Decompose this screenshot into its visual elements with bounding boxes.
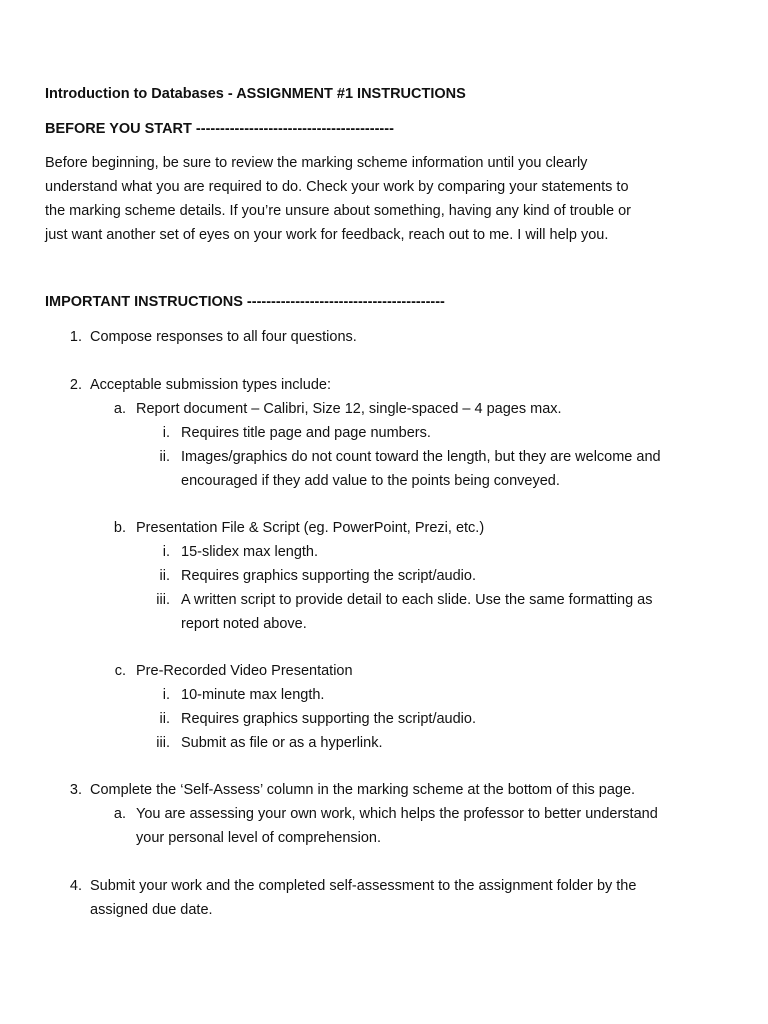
list-item: Report document – Calibri, Size 12, single-spaced – 4 pages max. — [136, 401, 562, 417]
list-item: A written script to provide detail to each slide. Use the same formatting as — [181, 592, 653, 608]
list-item: 10-minute max length. — [181, 687, 325, 703]
list-item: Compose responses to all four questions. — [90, 329, 357, 345]
list-item: Requires graphics supporting the script/audio. — [181, 568, 476, 584]
list-roman: iii. — [156, 592, 170, 608]
list-item: Requires title page and page numbers. — [181, 425, 431, 441]
list-roman: ii. — [159, 568, 170, 584]
list-item: Complete the ‘Self-Assess’ column in the marking scheme at the bottom of this page. — [90, 782, 636, 798]
list-item-continuation: encouraged if they add value to the points being conveyed. — [181, 473, 560, 489]
list-roman: i. — [162, 544, 170, 560]
list-letter: a. — [113, 806, 126, 822]
list-item: Submit as file or as a hyperlink. — [181, 735, 383, 751]
before-paragraph-line-1: Before beginning, be sure to review the marking scheme information until you clearly — [45, 155, 588, 171]
list-letter: b. — [113, 520, 126, 536]
before-paragraph-line-4: just want another set of eyes on your work for feedback, reach out to me. I will help you. — [45, 227, 609, 243]
list-item: Presentation File & Script (eg. PowerPoint, Prezi, etc.) — [136, 520, 485, 536]
list-letter: c. — [114, 663, 126, 679]
list-number: 1. — [69, 329, 82, 345]
list-item: Requires graphics supporting the script/audio. — [181, 711, 476, 727]
list-item: 15-slidex max length. — [181, 544, 319, 560]
list-item: Pre-Recorded Video Presentation — [136, 663, 353, 679]
list-item: Submit your work and the completed self-assessment to the assignment folder by the — [90, 878, 637, 894]
list-item-continuation: your personal level of comprehension. — [136, 830, 382, 846]
list-roman: ii. — [159, 711, 170, 727]
list-item-continuation: report noted above. — [181, 616, 307, 632]
list-number: 2. — [69, 377, 82, 393]
before-you-start-heading: BEFORE YOU START ----------------------------------------- — [45, 121, 394, 137]
before-paragraph-line-3: the marking scheme details. If you’re unsure about something, having any kind of trouble or — [45, 203, 631, 219]
document-title: Introduction to Databases - ASSIGNMENT #1 INSTRUCTIONS — [45, 86, 466, 102]
list-roman: i. — [162, 687, 170, 703]
list-letter: a. — [113, 401, 126, 417]
list-item: Images/graphics do not count toward the length, but they are welcome and — [181, 449, 661, 465]
list-roman: i. — [162, 425, 170, 441]
before-paragraph-line-2: understand what you are required to do. Check your work by comparing your statements to — [45, 179, 629, 195]
important-instructions-heading: IMPORTANT INSTRUCTIONS ----------------------------------------- — [45, 294, 445, 310]
list-number: 3. — [69, 782, 82, 798]
list-number: 4. — [69, 878, 82, 894]
list-roman: iii. — [156, 735, 170, 751]
list-item: Acceptable submission types include: — [90, 377, 331, 393]
list-item-continuation: assigned due date. — [90, 902, 213, 918]
list-item: You are assessing your own work, which helps the professor to better understand — [136, 806, 658, 822]
list-roman: ii. — [159, 449, 170, 465]
